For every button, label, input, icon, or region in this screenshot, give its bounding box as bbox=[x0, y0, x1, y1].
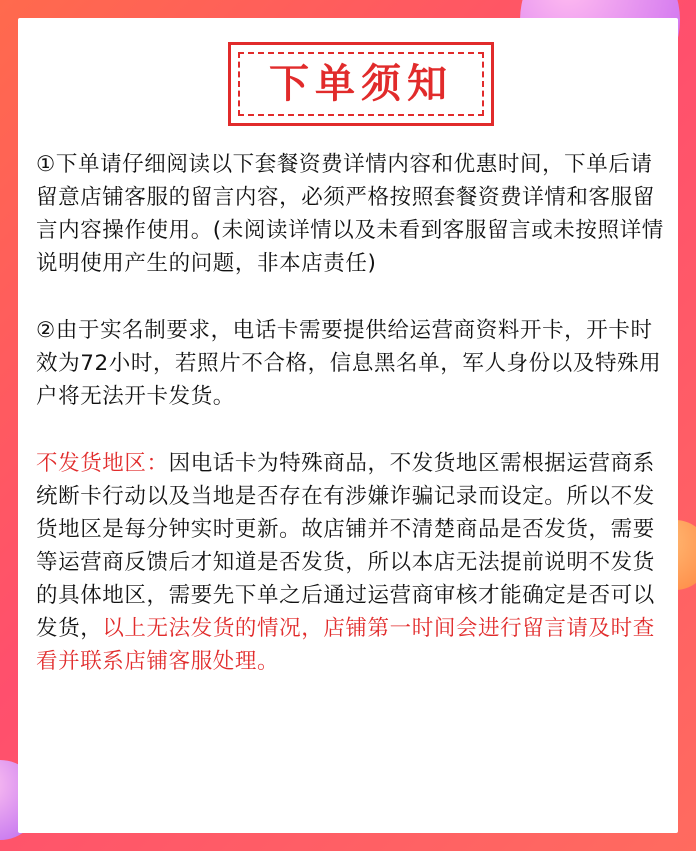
title-frame bbox=[228, 42, 494, 126]
no-shipping-text: 因电话卡为特殊商品，不发货地区需根据运营商系统断卡行动以及当地是否存在有涉嫌诈骗记录而设定。所以不发货地区是每分钟实时更新。故店铺并不清楚商品是否发货，需要等运营商反馈后才知道是否发货，所以本店无法提前说明不发货的具体地区，需要先下单之后通过运营商审核才能确定是否可以发货， bbox=[36, 451, 655, 641]
no-shipping-label: 不发货地区： bbox=[36, 451, 169, 476]
no-shipping-highlight: 以上无法发货的情况，店铺第一时间会进行留言请及时查看并联系店铺客服处理。 bbox=[36, 616, 655, 674]
notice-paragraph-1: ①下单请仔细阅读以下套餐资费详情内容和优惠时间，下单后请留意店铺客服的留言内容，必须严格按照套餐资费详情和客服留言内容操作使用。(未阅读详情以及未看到客服留言或未按照详情说明使用产生的问题，非本店责任) bbox=[36, 152, 664, 276]
notice-paragraph-3 bbox=[36, 447, 666, 678]
page-title: 下单须知 bbox=[269, 61, 453, 107]
notice-paragraph-2: ②由于实名制要求，电话卡需要提供给运营商资料开卡，开卡时效为72小时，若照片不合格，信息黑名单，军人身份以及特殊用户将无法开卡发货。 bbox=[36, 318, 662, 409]
notice-body bbox=[36, 148, 666, 712]
